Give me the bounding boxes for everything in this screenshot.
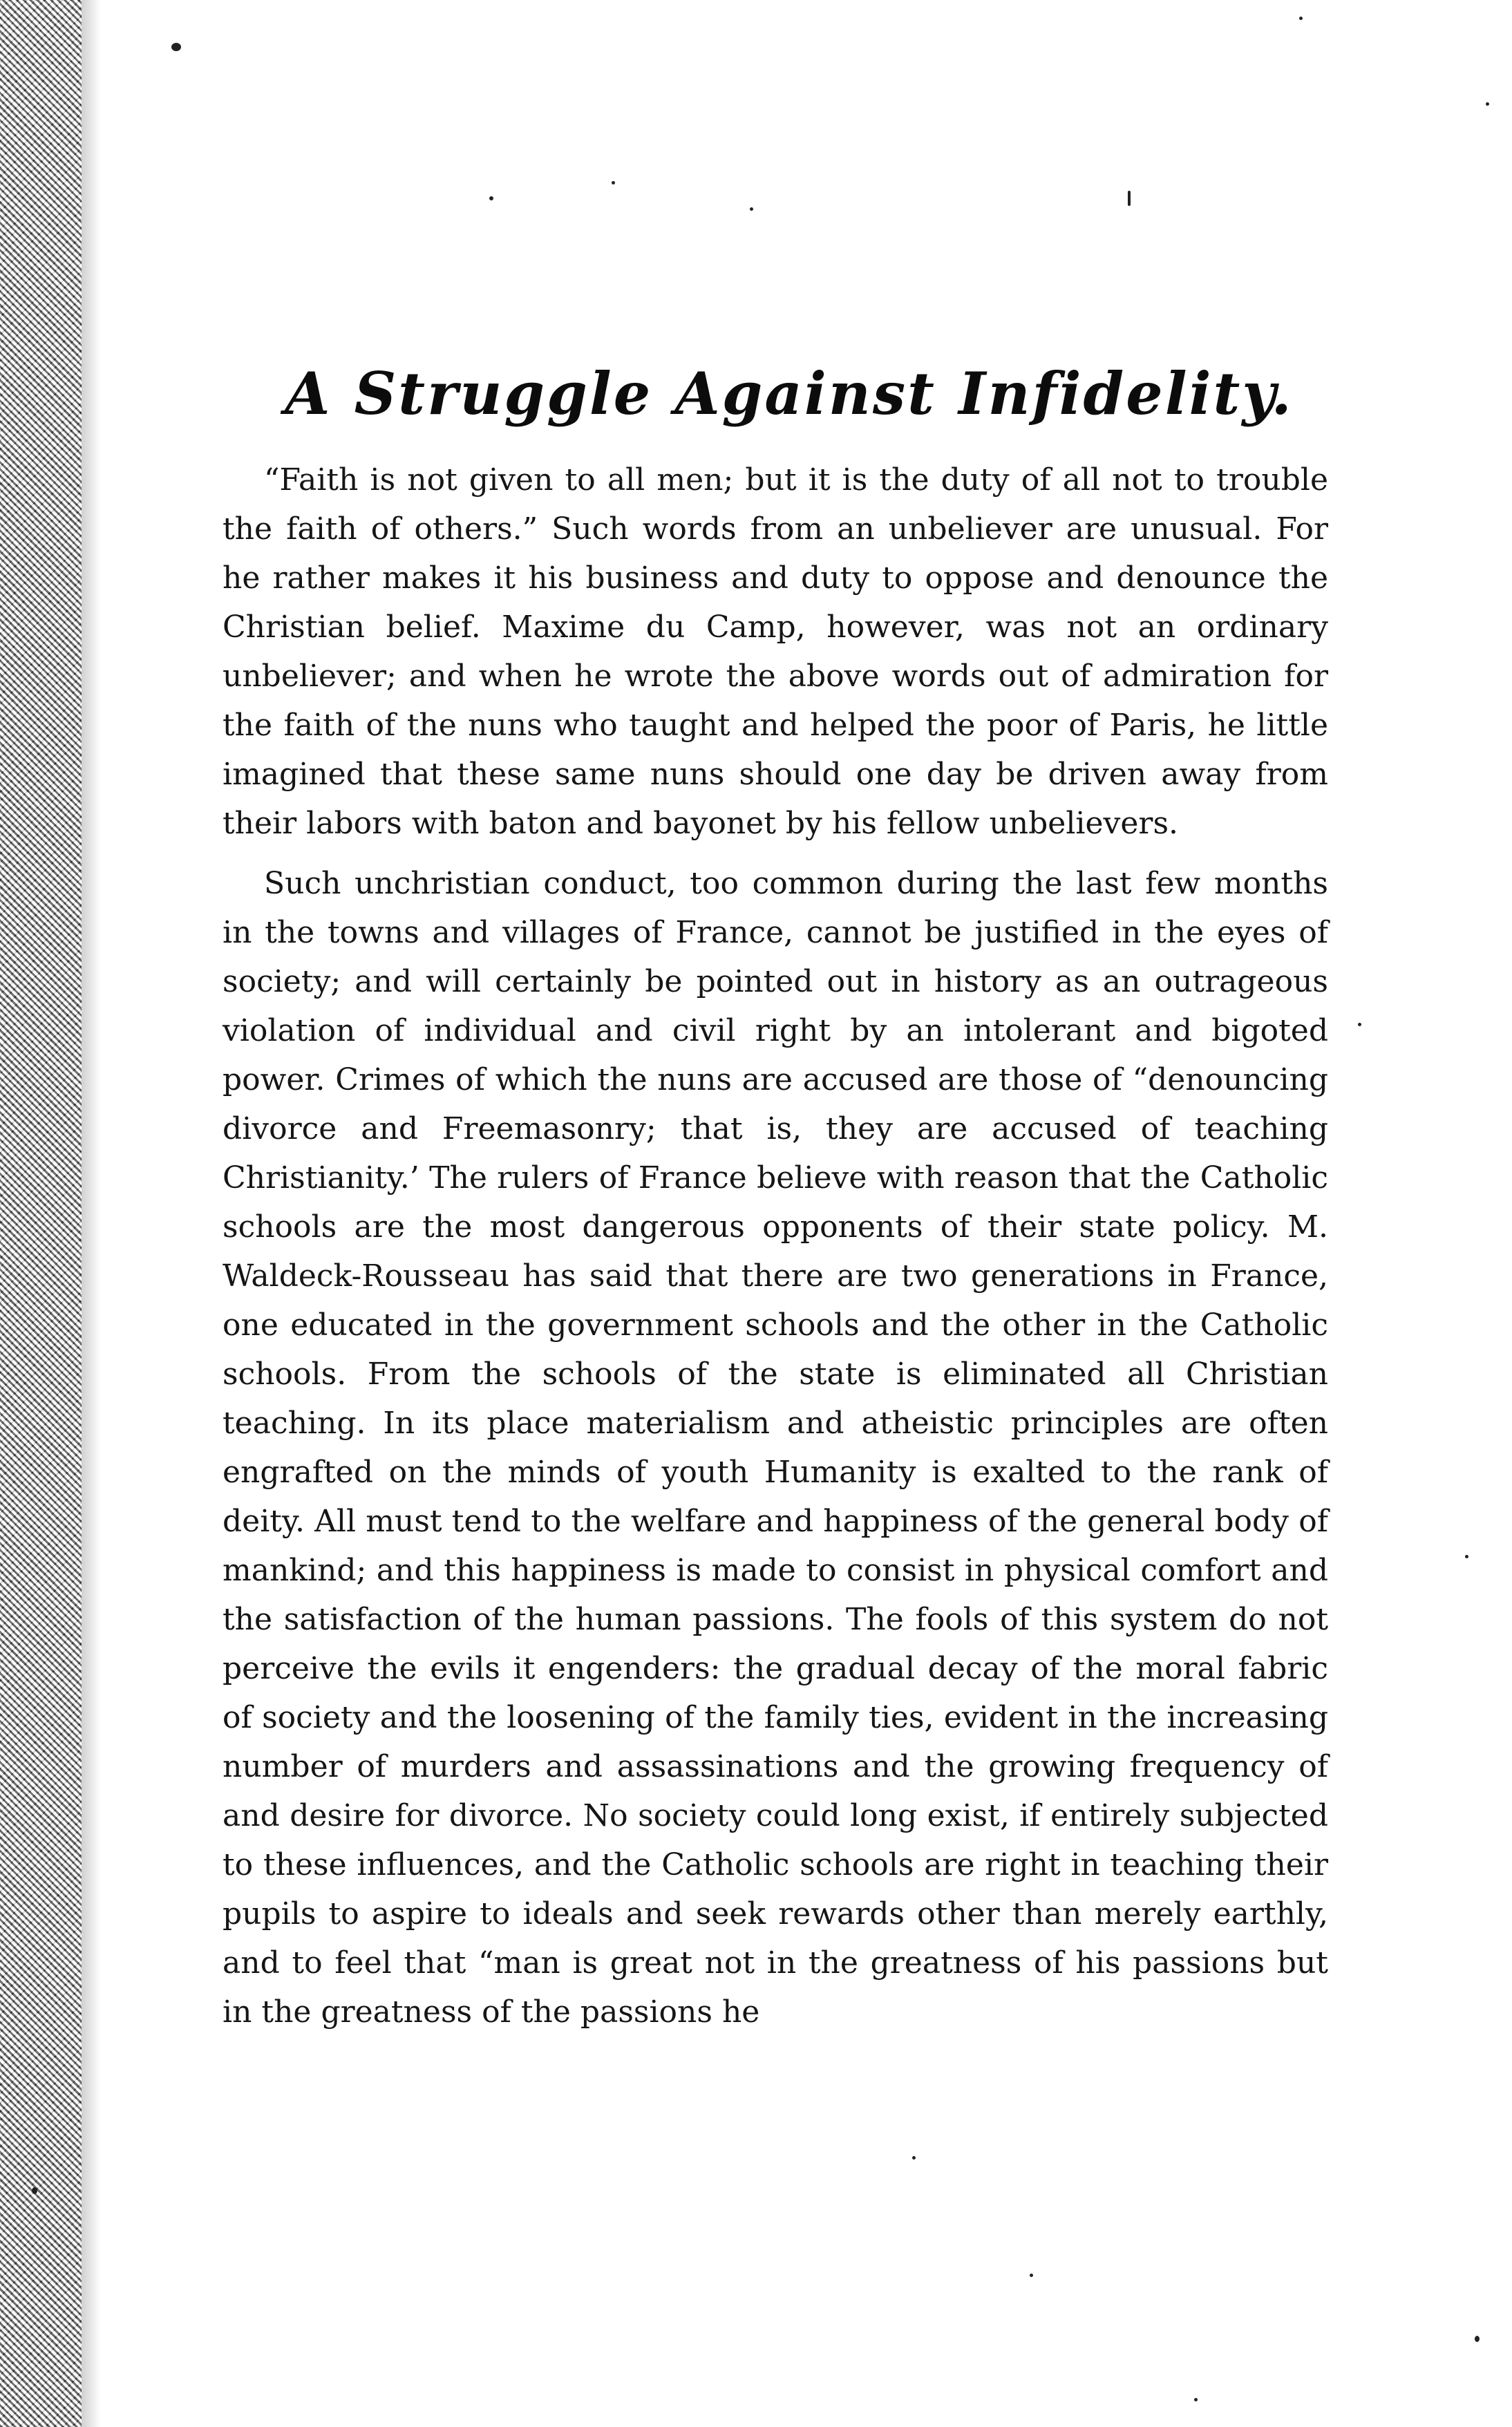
scan-speck [32,2187,37,2194]
gutter-shadow [82,0,101,2427]
article-title: A Struggle Against Infidelity. [285,359,1294,428]
scan-speck [750,207,753,211]
scan-speck [1030,2274,1033,2277]
paragraph: “Faith is not given to all men; but it is the duty of all not to trouble the faith of others.” Such words from an unbeliever are unusual. For he rather makes it his business and duty to oppose and denounce the Christian belief. Maxime du Camp, however, was not an ordinary unbeliever; and when he wrote the above words out of admiration for the faith of the nuns who taught and helped the poor of Paris, he little imagined that these same nuns should one day be driven away from their labors with baton and bayonet by his fellow unbelievers. [223,462,1328,841]
scan-speck [612,181,615,185]
book-binding-edge [0,0,82,2427]
scan-speck [1465,1555,1468,1558]
scan-speck [489,196,493,200]
scan-speck [1475,2336,1480,2342]
scan-speck [1486,102,1489,106]
scan-speck [171,43,181,51]
book-page [223,359,1328,2048]
scan-speck [912,2156,916,2160]
scan-speck [1299,17,1303,20]
scan-speck [1194,2398,1198,2401]
scan-speck [1128,191,1131,206]
paragraph: Such unchristian conduct, too common during the last few months in the towns and villages of France, cannot be justified in the eyes of society; and will certainly be pointed out in history as an outrageous violation of individual and civil right by an intolerant and bigoted power. Crimes of which the nuns are accused are those of “denouncing divorce and Freemasonry; that is, they are accused of teaching Christianity.’ The rulers of France believe with reason that the Catholic schools are the most dangerous opponents of their state policy. M. Waldeck-Rousseau has said that there are two generations in France, one educated in the government schools and the other in the Catholic schools. From the schools of the state is eliminated all Christian teaching. In its place materialism and atheistic principles are often engrafted on the minds of youth Humanity is exalted to the rank of deity. All must tend to the welfare and happiness of the general body of mankind; and this happiness is made to consist in physical comfort and the satisfaction of the human passions. The fools of this system do not perceive the evils it engenders: the gradual decay of the moral fabric of society and the loosening of the family ties, evident in the increasing number of murders and assassinations and the growing frequency of and desire for divorce. No society could long exist, if entirely subjected to these influences, and the Catholic schools are right in teaching their pupils to aspire to ideals and seek rewards other than merely earthly, and to feel that “man is great not in the greatness of his passions but in the greatness of the passions he [223,866,1328,2030]
scan-speck [1358,1023,1361,1026]
